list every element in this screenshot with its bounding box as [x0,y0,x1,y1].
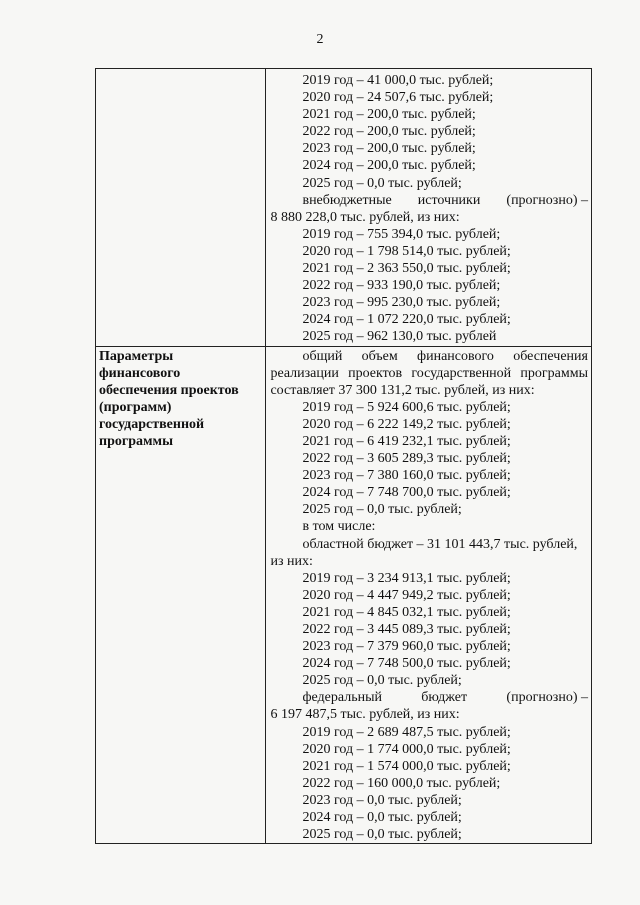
funding-list [266,347,591,844]
word: (прогнозно) – [506,192,588,208]
list-item: 2022 год – 933 190,0 тыс. рублей; [302,278,501,294]
word: объем [361,348,398,364]
word: программы [520,365,588,381]
word: реализации [270,365,339,381]
list-item: 2019 год – 755 394,0 тыс. рублей; [302,226,501,242]
word: финансового [417,348,494,364]
list-item: 2021 год – 200,0 тыс. рублей; [302,107,476,123]
word: государственной [411,365,512,381]
list-item: 2019 год – 5 924 600,6 тыс. рублей; [302,399,511,415]
list-item: 2023 год – 995 230,0 тыс. рублей; [302,295,501,311]
word: федеральный [302,690,382,706]
label-line: обеспечения проектов [99,382,239,398]
row-value-cell [266,69,592,347]
including-label: в том числе: [302,519,376,535]
label-line: государственной [99,416,205,432]
list-item: 2024 год – 7 748 500,0 тыс. рублей; [302,656,511,672]
word: (прогнозно) – [506,690,588,706]
row-value-cell [266,346,592,844]
list-item: 2024 год – 1 072 220,0 тыс. рублей; [302,312,511,328]
row-label [96,347,265,450]
label-line: (программ) [99,399,172,415]
list-item: 2024 год – 0,0 тыс. рублей; [302,810,462,826]
label-line: Параметры [99,348,174,364]
federal-budget-heading [270,689,588,706]
list-item: 2023 год – 7 380 160,0 тыс. рублей; [302,468,511,484]
list-item: 2024 год – 200,0 тыс. рублей; [302,158,476,174]
table-row [96,346,592,844]
table-row [96,69,592,347]
row-label-cell [96,346,266,844]
list-item: 2025 год – 0,0 тыс. рублей; [302,827,462,843]
extrabudget-total: 8 880 228,0 тыс. рублей, из них: [270,209,460,225]
list-item: 2021 год – 4 845 032,1 тыс. рублей; [302,604,511,620]
intro-line [270,365,588,382]
list-item: 2019 год – 2 689 487,5 тыс. рублей; [302,724,511,740]
list-item: 2025 год – 0,0 тыс. рублей; [302,175,462,191]
list-item: 2023 год – 0,0 тыс. рублей; [302,792,462,808]
list-item: 2019 год – 41 000,0 тыс. рублей; [302,73,494,88]
row-label-cell [96,69,266,347]
regional-budget-suffix: из них: [270,553,313,569]
intro-line [270,348,588,365]
list-item: 2020 год – 4 447 949,2 тыс. рублей; [302,587,511,603]
list-item: 2020 год – 6 222 149,2 тыс. рублей; [302,416,511,432]
word: обеспечения [513,348,588,364]
regional-budget-total: областной бюджет – 31 101 443,7 тыс. рублей, [302,536,578,552]
list-item: 2025 год – 0,0 тыс. рублей; [302,673,462,689]
list-item: 2020 год – 1 774 000,0 тыс. рублей; [302,741,511,757]
list-item: 2024 год – 7 748 700,0 тыс. рублей; [302,485,511,501]
program-passport-table [95,68,592,844]
list-item: 2022 год – 200,0 тыс. рублей; [302,124,476,140]
list-item: 2021 год – 6 419 232,1 тыс. рублей; [302,433,511,449]
list-item: 2020 год – 1 798 514,0 тыс. рублей; [302,243,511,259]
word: проектов [348,365,403,381]
word: источники [417,192,481,208]
list-item: 2023 год – 7 379 960,0 тыс. рублей; [302,639,511,655]
federal-budget-total: 6 197 487,5 тыс. рублей, из них: [270,707,460,723]
word: бюджет [421,690,468,706]
word: внебюджетные [302,192,392,208]
word: общий [302,348,343,364]
label-line: программы [99,433,173,449]
list-item: 2025 год – 0,0 тыс. рублей; [302,502,462,518]
list-item: 2023 год – 200,0 тыс. рублей; [302,141,476,157]
funding-list [266,69,591,346]
list-item: 2022 год – 160 000,0 тыс. рублей; [302,775,501,791]
list-item: 2020 год – 24 507,6 тыс. рублей; [302,90,494,106]
label-line: финансового [99,365,181,381]
list-item: 2022 год – 3 605 289,3 тыс. рублей; [302,451,511,467]
list-item: 2021 год – 2 363 550,0 тыс. рублей; [302,261,511,277]
page-number: 2 [316,32,324,47]
list-item: 2025 год – 962 130,0 тыс. рублей [302,329,497,345]
intro-total: составляет 37 300 131,2 тыс. рублей, из них: [270,382,535,398]
extrabudget-heading [270,192,588,209]
list-item: 2021 год – 1 574 000,0 тыс. рублей; [302,758,511,774]
list-item: 2019 год – 3 234 913,1 тыс. рублей; [302,570,511,586]
list-item: 2022 год – 3 445 089,3 тыс. рублей; [302,622,511,637]
